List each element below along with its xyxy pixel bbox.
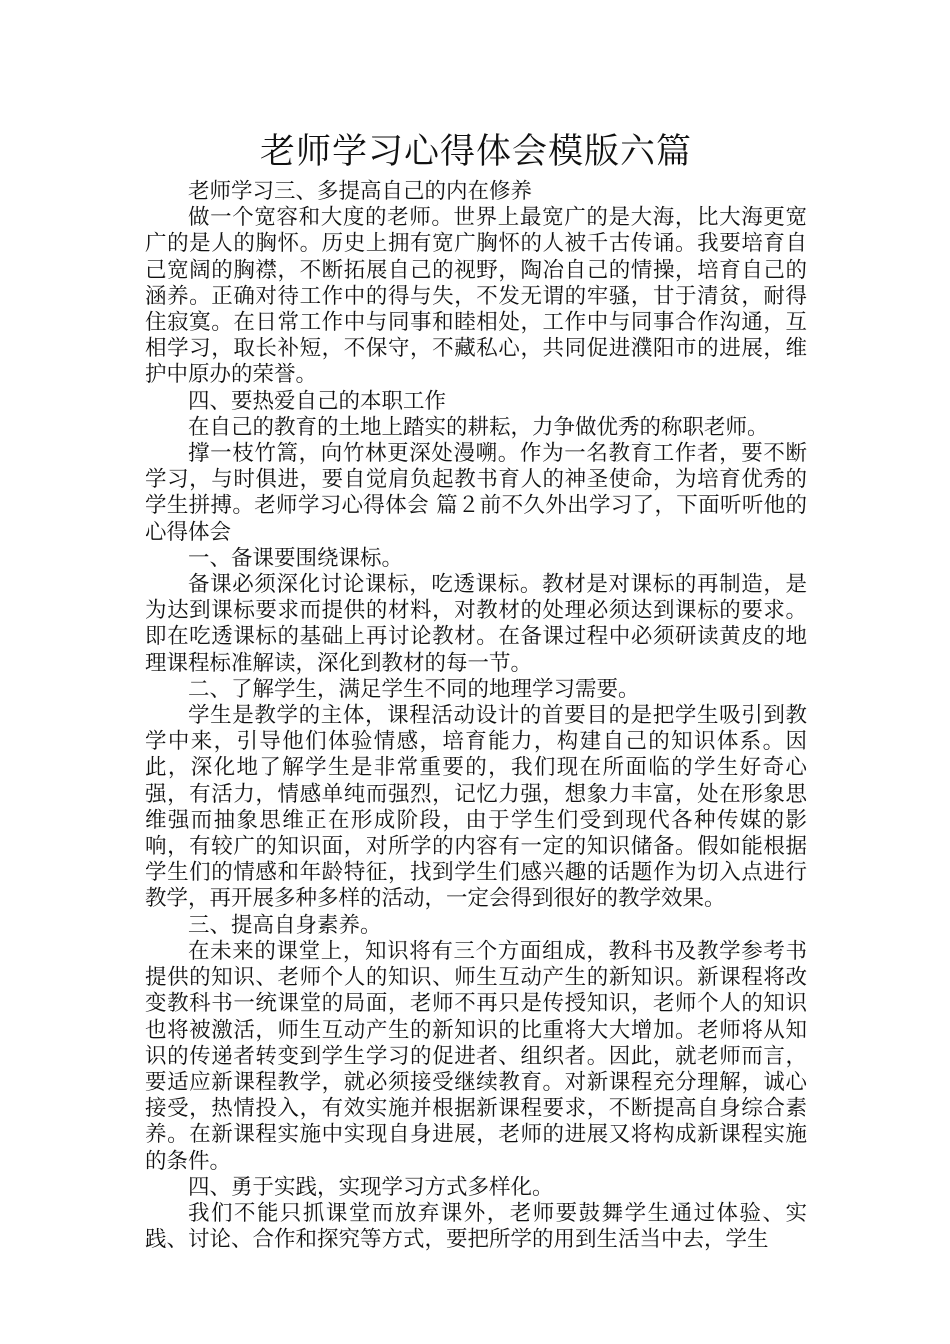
paragraph: 我们不能只抓课堂而放弃课外，老师要鼓舞学生通过体验、实践、讨论、合作和探究等方式，要把所学的用到生活当中去，学生 (145, 1200, 807, 1253)
paragraph: 二、了解学生，满足学生不同的地理学习需要。 (188, 676, 640, 702)
document-title: 老师学习心得体会模版六篇 (259, 132, 692, 172)
paragraph: 在未来的课堂上，知识将有三个方面组成，教科书及教学参考书提供的知识、老师个人的知识、师生互动产生的新知识。新课程将改变教科书一统课堂的局面，老师不再只是传授知识，老师个人的知识也将被激活，师生互动产生的新知识的比重将大大增加。老师将从知识的传递者转变到学生学习的促进者、组织者。因此，就老师而言，要适应新课程教学，就必须接受继续教育。对新课程充分理解，诚心接受，热情投入，有效实施并根据新课程要求，不断提高自身综合素养。在新课程实施中实现自身进展，老师的进展又将构成新课程实施的条件。 (145, 938, 807, 1174)
paragraph: 在自己的教育的土地上踏实的耕耘，力争做优秀的称职老师。 (188, 414, 769, 440)
paragraph: 四、要热爱自己的本职工作 (188, 388, 447, 414)
paragraph: 撑一枝竹篙，向竹林更深处漫嗍。作为一名教育工作者，要不断学习，与时俱进，要自觉肩负起教书育人的神圣使命，为培育优秀的学生拼搏。老师学习心得体会 篇２前不久外出学习了，下面听听他的心得体会 (145, 441, 807, 545)
paragraph: 老师学习三、多提高自己的内在修养 (188, 179, 533, 204)
paragraph: 四、勇于实践，实现学习方式多样化。 (188, 1174, 554, 1200)
document-page (145, 128, 807, 1253)
paragraph: 学生是教学的主体，课程活动设计的首要目的是把学生吸引到教学中来，引导他们体验情感，培育能力，构建自己的知识体系。因此，深化地了解学生是非常重要的，我们现在所面临的学生好奇心强，有活力，情感单纯而强烈，记忆力强，想象力丰富，处在形象思维强而抽象思维正在形成阶段，由于学生们受到现代各种传媒的影响，有较广的知识面，对所学的内容有一定的知识储备。假如能根据学生们的情感和年龄特征，找到学生们感兴趣的话题作为切入点进行教学，再开展多种多样的活动，一定会得到很好的教学效果。 (145, 703, 807, 912)
paragraph: 一、备课要围绕课标。 (188, 545, 404, 571)
paragraph: 做一个宽容和大度的老师。世界上最宽广的是大海，比大海更宽广的是人的胸怀。历史上拥有宽广胸怀的人被千古传诵。我要培育自己宽阔的胸襟，不断拓展自己的视野，陶冶自己的情操，培育自己的涵养。正确对待工作中的得与失，不发无谓的牢骚，甘于清贫，耐得住寂寞。在日常工作中与同事和睦相处，工作中与同事合作沟通，互相学习，取长补短，不保守，不藏私心，共同促进濮阳市的进展，维护中原办的荣誉。 (145, 205, 807, 388)
paragraph: 三、提高自身素养。 (188, 912, 382, 938)
paragraph: 备课必须深化讨论课标，吃透课标。教材是对课标的再制造，是为达到课标要求而提供的材料，对教材的处理必须达到课标的要求。即在吃透课标的基础上再讨论教材。在备课过程中必须研读黄皮的地理课程标准解读，深化到教材的每一节。 (145, 572, 807, 676)
